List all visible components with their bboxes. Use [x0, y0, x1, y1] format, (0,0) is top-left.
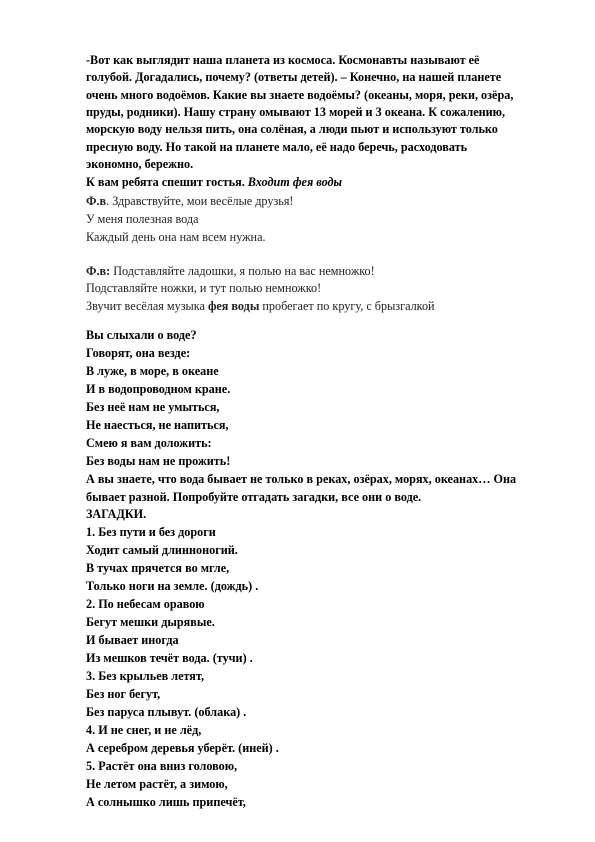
riddle-line: 4. И не снег, и не лёд, — [86, 723, 202, 737]
riddle-line: Бегут мешки дырявые. — [86, 615, 215, 629]
intro-line: морскую воду нельзя пить, она солёная, а люди пьют и используют только — [86, 122, 498, 136]
riddle-line: А серебром деревья уберёт. (иней) . — [86, 741, 279, 755]
riddle-line: Без паруса плывут. (облака) . — [86, 705, 247, 719]
riddle-line: Только ноги на земле. (дождь) . — [86, 579, 259, 593]
play-text: Подставляйте ладошки, я полью на вас немножко! — [110, 264, 375, 278]
intro-line: -Вот как выглядит наша планета из космоса. Космонавты называют её — [86, 53, 480, 67]
riddle-line: Из мешков течёт вода. (тучи) . — [86, 651, 253, 665]
intro-line: голубой. Догадались, почему? (ответы детей). – Конечно, на нашей планете — [86, 70, 502, 84]
riddles-heading: ЗАГАДКИ. — [86, 507, 147, 521]
poem-line: Смею я вам доложить: — [86, 436, 212, 450]
riddle-line: И бывает иногда — [86, 633, 179, 647]
poem-line: И в водопроводном кране. — [86, 382, 231, 396]
intro-line: пресную воду. Но такой на планете мало, её надо беречь, расходовать — [86, 140, 468, 154]
fairy-play-line: Подставляйте ножки, и тут полью немножко! — [86, 281, 322, 295]
music-text-end: пробегает по кругу, с брызгалкой — [259, 299, 435, 313]
guest-text: К вам ребята спешит гостья. — [86, 175, 248, 189]
riddle-line: 5. Растёт она вниз головою, — [86, 759, 238, 773]
intro-line: очень много водоёмов. Какие вы знаете водоёмы? (океаны, моря, реки, озёра, — [86, 88, 514, 102]
riddle-line: 3. Без крыльев летят, — [86, 669, 205, 683]
riddle-line: Ходит самый длинноногий. — [86, 543, 238, 557]
riddle-line: А солнышко лишь припечёт, — [86, 795, 246, 809]
poem-line: Вы слыхали о воде? — [86, 328, 197, 342]
fairy-greeting-line: У меня полезная вода — [86, 212, 199, 226]
poem-line: В луже, в море, в океане — [86, 364, 219, 378]
music-line — [86, 299, 435, 313]
poem-line: Без воды нам не прожить! — [86, 454, 231, 468]
fairy-play-line — [86, 264, 375, 278]
music-text: Звучит весёлая музыка — [86, 299, 208, 313]
riddle-line: 1. Без пути и без дороги — [86, 525, 216, 539]
intro-line: пруды, родники). Нашу страну омывают 13 морей и 3 океана. К сожалению, — [86, 105, 506, 119]
riddle-line: 2. По небесам оравою — [86, 597, 205, 611]
riddles-intro-line: А вы знаете, что вода бывает не только в реках, озёрах, морях, океанах… Она — [86, 472, 517, 486]
riddle-line: Без ног бегут, — [86, 687, 161, 701]
poem-line: Не наесться, не напиться, — [86, 418, 229, 432]
speaker-label: Ф.в — [86, 194, 107, 208]
riddles-intro-line: бывает разной. Попробуйте отгадать загадки, все они о воде. — [86, 490, 422, 504]
riddle-line: В тучах прячется во мгле, — [86, 561, 230, 575]
guest-line — [86, 175, 342, 189]
greeting-text: . Здравствуйте, мои весёлые друзья! — [106, 194, 294, 208]
fairy-greeting-line — [86, 194, 294, 208]
guest-action: Входит фея воды — [247, 175, 343, 189]
riddle-line: Не летом растёт, а зимою, — [86, 777, 228, 791]
poem-line: Говорят, она везде: — [86, 346, 191, 360]
speaker-label: Ф.в: — [86, 264, 111, 278]
poem-line: Без неё нам не умыться, — [86, 400, 220, 414]
intro-line: экономно, бережно. — [86, 157, 194, 171]
fairy-greeting-line: Каждый день она нам всем нужна. — [86, 230, 266, 244]
music-bold: фея воды — [207, 299, 260, 313]
